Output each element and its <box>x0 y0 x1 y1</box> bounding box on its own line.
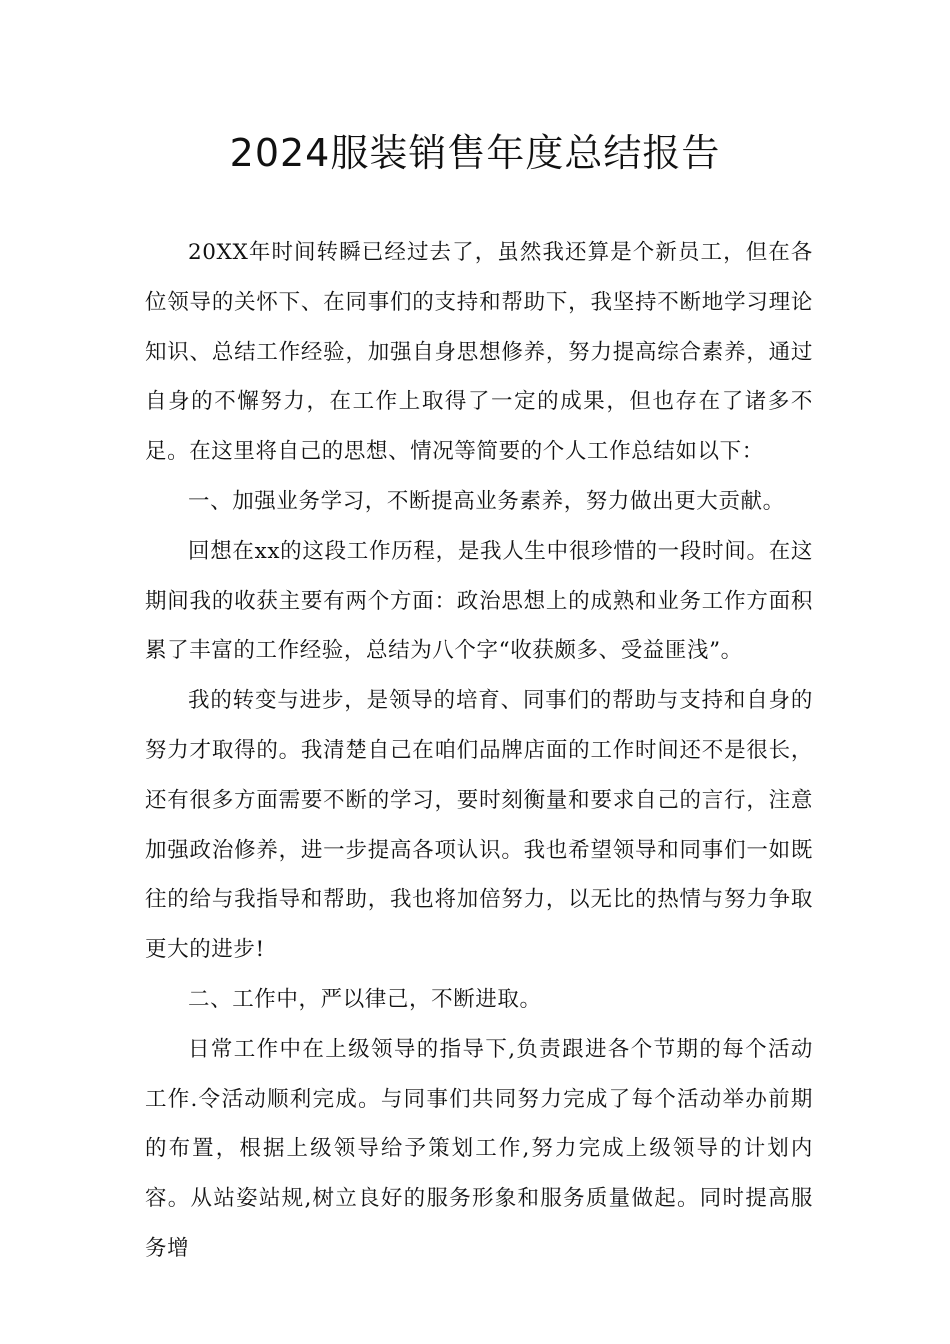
paragraph-daily-work: 日常工作中在上级领导的指导下,负责跟进各个节期的每个活动工作.令活动顺利完成。与同事们共同努力完成了每个活动举办前期的布置，根据上级领导给予策划工作,努力完成上级领导的计划内容。从站姿站规,树立良好的服务形象和服务质量做起。同时提高服务增 <box>145 1036 813 1261</box>
paragraph-intro: 20XX年时间转瞬已经过去了，虽然我还算是个新员工，但在各位领导的关怀下、在同事们的支持和帮助下，我坚持不断地学习理论知识、总结工作经验，加强自身思想修养，努力提高综合素养，通过自身的不懈努力，在工作上取得了一定的成果，但也存在了诸多不足。在这里将自己的思想、情况等简要的个人工作总结如以下： <box>145 240 813 465</box>
document-body <box>145 228 813 1274</box>
section-heading-1: 一、加强业务学习，不断提高业务素养，努力做出更大贡献。 <box>188 488 785 514</box>
paragraph-reflection: 回想在xx的这段工作历程，是我人生中很珍惜的一段时间。在这期间我的收获主要有两个方面：政治思想上的成熟和业务工作方面积累了丰富的工作经验，总结为八个字“收获颇多、受益匪浅”。 <box>145 538 813 664</box>
section-heading-2: 二、工作中，严以律己，不断进取。 <box>188 986 542 1012</box>
document-title: 2024服装销售年度总结报告 <box>229 131 721 175</box>
paragraph-progress: 我的转变与进步，是领导的培育、同事们的帮助与支持和自身的努力才取得的。我清楚自己在咱们品牌店面的工作时间还不是很长，还有很多方面需要不断的学习，要时刻衡量和要求自己的言行，注意加强政治修养，进一步提高各项认识。我也希望领导和同事们一如既往的给与我指导和帮助，我也将加倍努力，以无比的热情与努力争取更大的进步! <box>145 688 813 963</box>
